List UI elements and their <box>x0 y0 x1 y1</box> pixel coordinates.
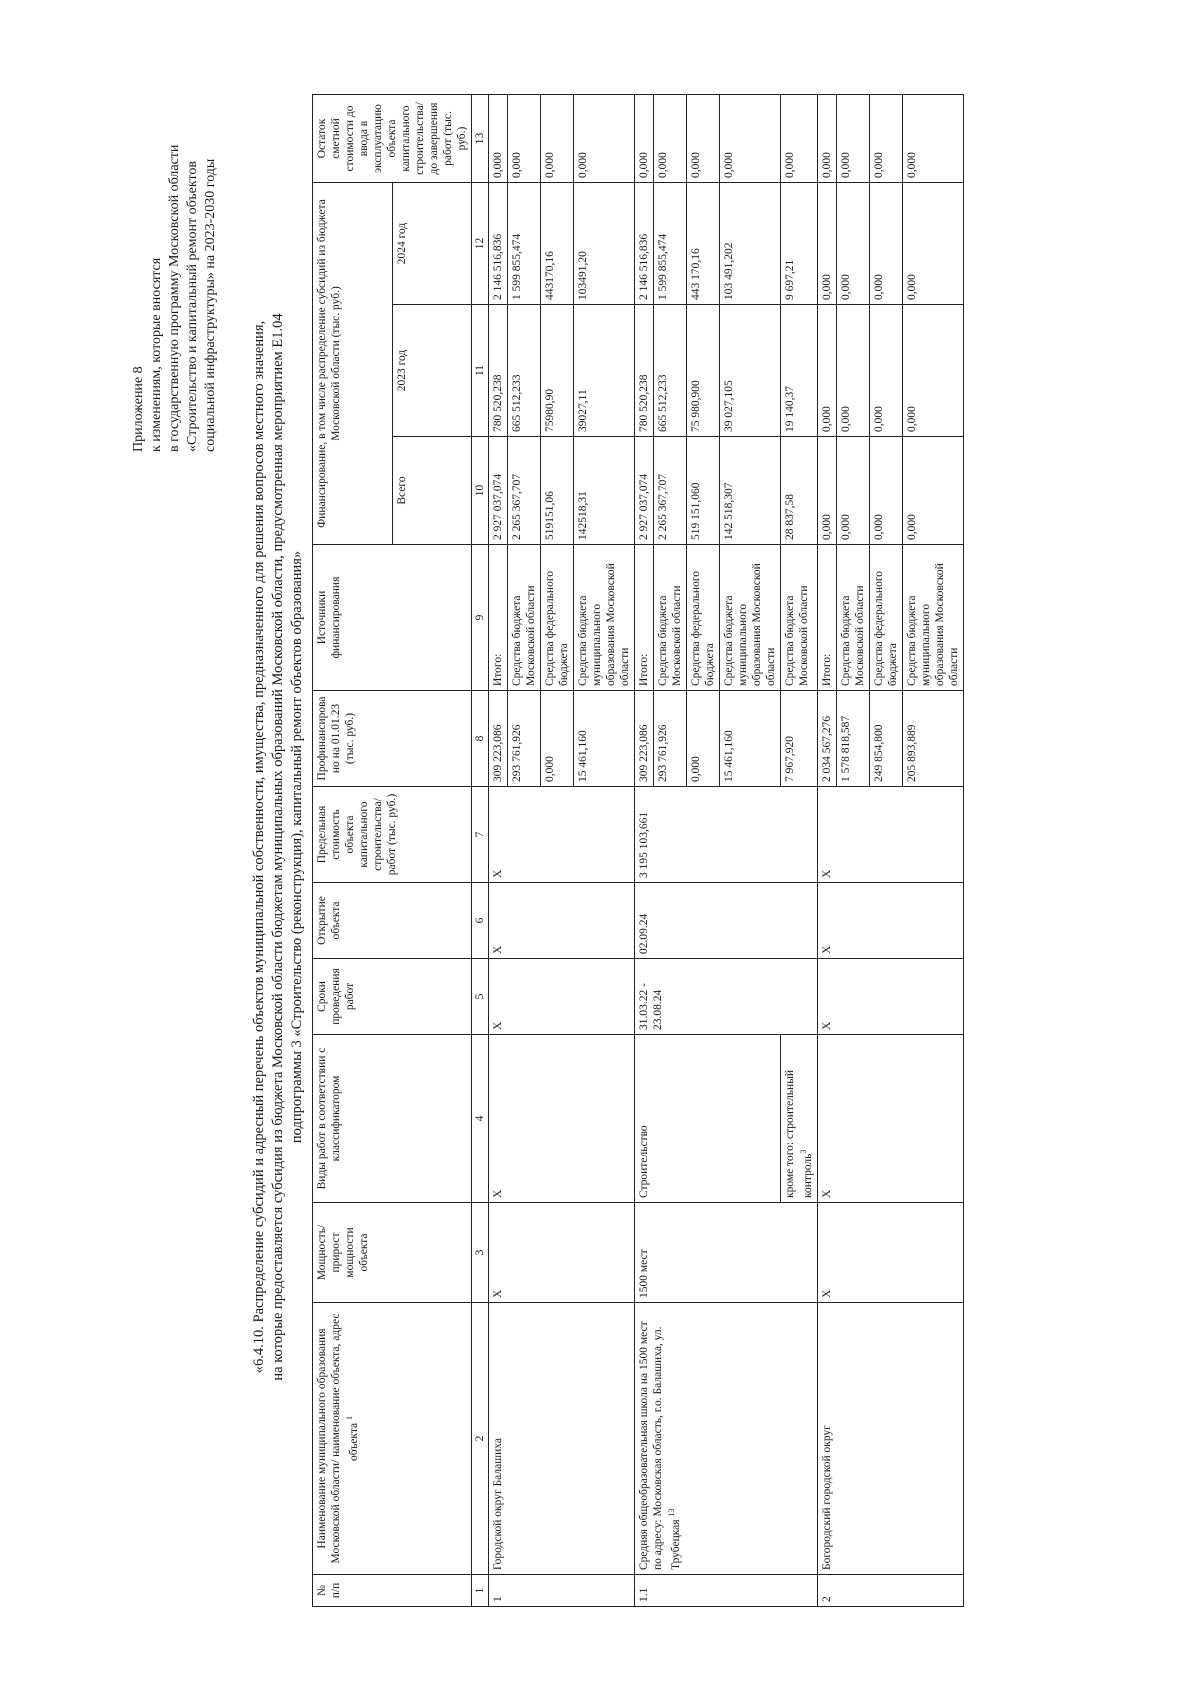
row-extra-works: кроме того: строительный контроль$^3$ <box>781 1035 818 1203</box>
cell-2023: 665 512,233 <box>508 305 541 437</box>
row-name: Богородский городской округ <box>817 1303 963 1575</box>
cell-source: Средства бюджета Московской области <box>781 545 818 691</box>
cell-prefinanced: 1 578 818,587 <box>836 691 869 787</box>
cell-total: 142 518,307 <box>720 437 781 545</box>
cell-remainder: 0,000 <box>489 95 508 183</box>
cell-total: 142518,31 <box>574 437 635 545</box>
cell-2024: 103 491,202 <box>720 183 781 305</box>
subsidy-table <box>312 94 964 1607</box>
appendix-line: социальной инфраструктуры» на 2023-2030 годы <box>203 158 218 452</box>
cell-2023: 0,000 <box>869 305 902 437</box>
col-number: 10 <box>472 437 489 545</box>
row-opening: Х <box>489 883 635 959</box>
appendix-line: к изменениям, которые вносятся <box>149 257 164 452</box>
table-row <box>817 95 836 1607</box>
cell-total: 519151,06 <box>541 437 574 545</box>
cell-2024: 0,000 <box>869 183 902 305</box>
cell-prefinanced: 309 223,086 <box>635 691 654 787</box>
header-num: № п/п <box>313 1575 472 1607</box>
cell-2024: 443 170,16 <box>687 183 720 305</box>
cell-2023: 75 980,900 <box>687 305 720 437</box>
cell-2023: 665 512,233 <box>654 305 687 437</box>
col-number: 11 <box>472 305 489 437</box>
col-number: 12 <box>472 183 489 305</box>
appendix-line: в государственную программу Московской области <box>167 144 182 452</box>
cell-source: Средства бюджета Московской области <box>654 545 687 691</box>
row-max-cost: 3 195 103,661 <box>635 787 818 883</box>
cell-total: 0,000 <box>817 437 836 545</box>
cell-remainder: 0,000 <box>687 95 720 183</box>
cell-2023: 39 027,105 <box>720 305 781 437</box>
column-number-row <box>472 95 489 1607</box>
cell-total: 2 927 037,074 <box>635 437 654 545</box>
cell-2023: 39027,11 <box>574 305 635 437</box>
cell-2024: 443170,16 <box>541 183 574 305</box>
header-sources: Источники финансирования <box>313 545 472 691</box>
header-financing: Финансирование, в том числе распределение субсидий из бюджета Московской области (тыс. руб.) <box>313 183 393 545</box>
col-number: 1 <box>472 1575 489 1607</box>
row-period: Х <box>489 959 635 1035</box>
header-prefinanced: Профинансировано на 01.01.23 (тыс. руб.) <box>313 691 472 787</box>
col-number: 6 <box>472 883 489 959</box>
cell-source: Средства федерального бюджета <box>541 545 574 691</box>
cell-2023: 0,000 <box>836 305 869 437</box>
col-number: 3 <box>472 1203 489 1303</box>
row-capacity: Х <box>817 1203 963 1303</box>
cell-source: Средства бюджета муниципального образования Московской области <box>574 545 635 691</box>
cell-2023: 0,000 <box>902 305 963 437</box>
cell-total: 28 837,58 <box>781 437 818 545</box>
cell-2023: 0,000 <box>817 305 836 437</box>
row-works: Х <box>817 1035 963 1203</box>
cell-remainder: 0,000 <box>836 95 869 183</box>
cell-source: Средства федерального бюджета <box>687 545 720 691</box>
row-name: Городской округ Балашиха <box>489 1303 635 1575</box>
cell-source: Средства бюджета Московской области <box>508 545 541 691</box>
col-number: 8 <box>472 691 489 787</box>
cell-prefinanced: 15 461,160 <box>720 691 781 787</box>
cell-total: 2 265 367,707 <box>508 437 541 545</box>
title-line: «6.4.10. Распределение субсидий и адресный перечень объектов муниципальной собственности, имущества, предназначенного для решения вопросов местного значения, <box>251 320 267 1374</box>
row-num: 1.1 <box>635 1575 818 1607</box>
table-header-row <box>313 95 393 1607</box>
row-period: Х <box>817 959 963 1035</box>
cell-2024: 0,000 <box>902 183 963 305</box>
appendix-line: «Строительство и капитальный ремонт объектов <box>185 160 200 452</box>
cell-total: 0,000 <box>902 437 963 545</box>
row-opening: 02.09.24 <box>635 883 818 959</box>
cell-2023: 19 140,37 <box>781 305 818 437</box>
cell-prefinanced: 15 461,160 <box>574 691 635 787</box>
cell-prefinanced: 249 854,800 <box>869 691 902 787</box>
cell-2023: 780 520,238 <box>489 305 508 437</box>
row-capacity: 1500 мест <box>635 1203 818 1303</box>
header-capacity: Мощность/ прирост мощности объекта <box>313 1203 472 1303</box>
header-name: Наименование муниципального образования Московской области/ наименование объекта, адрес объекта $^1$ <box>313 1303 472 1575</box>
cell-2024: 103491,20 <box>574 183 635 305</box>
header-2023: 2023 год <box>392 305 472 437</box>
header-works: Виды работ в соответствии с классификатором <box>313 1035 472 1203</box>
cell-source: Итого: <box>489 545 508 691</box>
table-row <box>489 95 508 1607</box>
cell-total: 0,000 <box>836 437 869 545</box>
col-number: 7 <box>472 787 489 883</box>
cell-2023: 75980,90 <box>541 305 574 437</box>
title-line: подпрограммы 3 «Строительство (реконструкция), капитальный ремонт объектов образования» <box>289 550 305 1144</box>
col-number: 13 <box>472 95 489 183</box>
row-capacity: Х <box>489 1203 635 1303</box>
cell-remainder: 0,000 <box>781 95 818 183</box>
header-max-cost: Предельная стоимость объекта капитального строительства/ работ (тыс. руб.) <box>313 787 472 883</box>
cell-prefinanced: 2 034 567,276 <box>817 691 836 787</box>
cell-source: Итого: <box>817 545 836 691</box>
header-remainder: Остаток сметной стоимости до ввода в эксплуатацию объекта капитального строительства/до завершения работ (тыс. руб.) <box>313 95 472 183</box>
cell-remainder: 0,000 <box>902 95 963 183</box>
row-num: 2 <box>817 1575 963 1607</box>
cell-remainder: 0,000 <box>720 95 781 183</box>
header-period: Сроки проведения работ <box>313 959 472 1035</box>
cell-prefinanced: 293 761,926 <box>654 691 687 787</box>
cell-total: 519 151,060 <box>687 437 720 545</box>
cell-2024: 2 146 516,836 <box>635 183 654 305</box>
title-line: на которые предоставляется субсидия из бюджета Московской области бюджетам муниципальных образований Московской области, предусмотренная мероприятием Е1.04 <box>270 313 286 1381</box>
cell-source: Средства федерального бюджета <box>869 545 902 691</box>
document-title <box>250 117 307 1577</box>
table-row <box>635 95 654 1607</box>
appendix-header <box>130 12 220 452</box>
col-number: 2 <box>472 1303 489 1575</box>
appendix-line: Приложение 8 <box>131 366 146 452</box>
row-num: 1 <box>489 1575 635 1607</box>
header-2024: 2024 год <box>392 183 472 305</box>
row-name: Средняя общеобразовательная школа на 1500 мест по адресу: Московская область, г.о. Балашиха, ул. Трубецкая $^{13}$ <box>635 1303 818 1575</box>
cell-source: Итого: <box>635 545 654 691</box>
cell-source: Средства бюджета муниципального образования Московской области <box>720 545 781 691</box>
header-total: Всего <box>392 437 472 545</box>
row-max-cost: Х <box>817 787 963 883</box>
cell-remainder: 0,000 <box>574 95 635 183</box>
cell-2024: 9 697,21 <box>781 183 818 305</box>
cell-remainder: 0,000 <box>508 95 541 183</box>
col-number: 4 <box>472 1035 489 1203</box>
cell-prefinanced: 0,000 <box>687 691 720 787</box>
cell-remainder: 0,000 <box>654 95 687 183</box>
col-number: 9 <box>472 545 489 691</box>
row-works: Строительство <box>635 1035 781 1203</box>
cell-2024: 2 146 516,836 <box>489 183 508 305</box>
cell-2024: 1 599 855,474 <box>654 183 687 305</box>
row-max-cost: Х <box>489 787 635 883</box>
cell-total: 2 927 037,074 <box>489 437 508 545</box>
header-opening: Открытие объекта <box>313 883 472 959</box>
cell-prefinanced: 205 893,889 <box>902 691 963 787</box>
cell-2023: 780 520,238 <box>635 305 654 437</box>
row-works: Х <box>489 1035 635 1203</box>
cell-total: 0,000 <box>869 437 902 545</box>
cell-2024: 0,000 <box>817 183 836 305</box>
cell-source: Средства бюджета муниципального образования Московской области <box>902 545 963 691</box>
cell-total: 2 265 367,707 <box>654 437 687 545</box>
cell-remainder: 0,000 <box>541 95 574 183</box>
cell-remainder: 0,000 <box>817 95 836 183</box>
cell-2024: 0,000 <box>836 183 869 305</box>
row-period: 31.03.22 - 23.08.24 <box>635 959 818 1035</box>
cell-remainder: 0,000 <box>869 95 902 183</box>
cell-prefinanced: 293 761,926 <box>508 691 541 787</box>
cell-source: Средства бюджета Московской области <box>836 545 869 691</box>
row-opening: Х <box>817 883 963 959</box>
cell-prefinanced: 309 223,086 <box>489 691 508 787</box>
cell-2024: 1 599 855,474 <box>508 183 541 305</box>
cell-prefinanced: 7 967,920 <box>781 691 818 787</box>
col-number: 5 <box>472 959 489 1035</box>
cell-remainder: 0,000 <box>635 95 654 183</box>
cell-prefinanced: 0,000 <box>541 691 574 787</box>
